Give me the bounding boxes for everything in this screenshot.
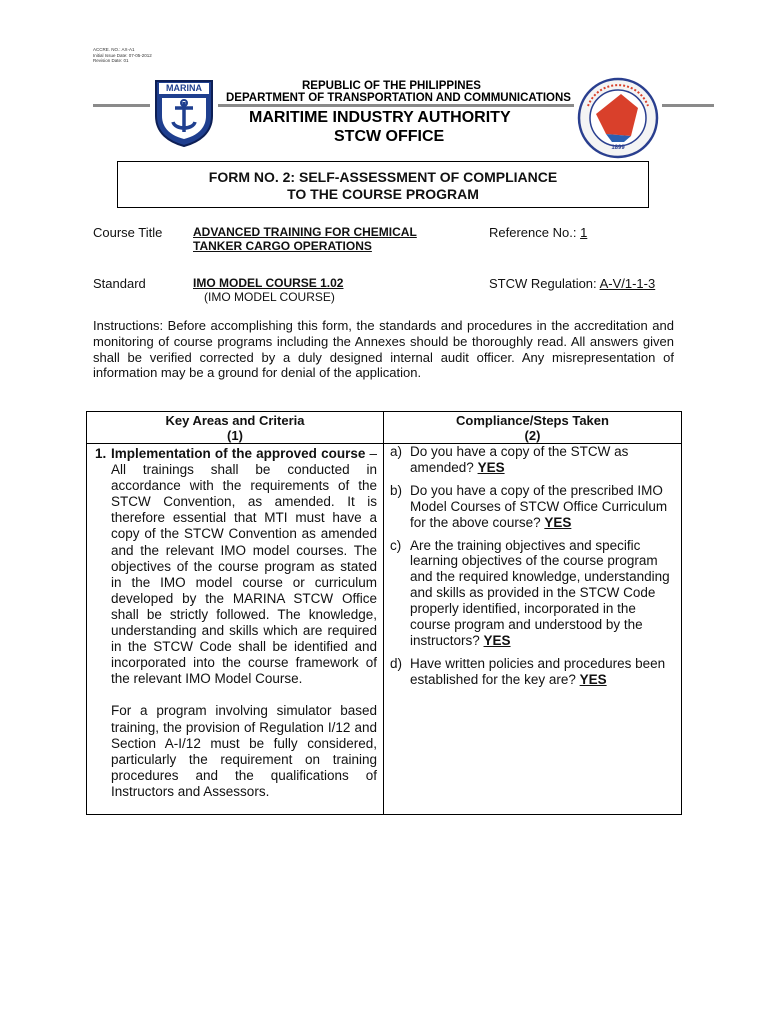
key-area-item [95,446,377,687]
form-title-box [117,161,649,208]
question-text: Do you have a copy of the prescribed IMO Model Courses of STCW Office Curriculum for the above course? [410,482,668,530]
marina-logo-text: MARINA [166,83,202,93]
dotc-seal [576,76,660,160]
reference-field [489,225,587,240]
col1-header [87,412,384,444]
authority-heading: MARITIME INDUSTRY AUTHORITY [249,109,511,126]
table-row [87,444,682,815]
question-label: b) [390,482,403,498]
reference-value: 1 [580,225,588,240]
question-text: Have written policies and procedures been established for the key are? [410,655,666,687]
standard-value: IMO MODEL COURSE 1.02 [193,276,344,290]
republic-heading: REPUBLIC OF THE PHILIPPINES [302,80,481,92]
dotc-seal-year: 1899 [611,145,625,151]
meta-line: ACCRE. NO.: AX-A1 [93,47,135,52]
question-label: a) [390,444,403,459]
question-label: c) [390,537,402,553]
question-label: d) [390,655,403,671]
item-paragraph-2: For a program involving simulator based training, the provision of Regulation I/12 and Section A-I/12 must be fully considered, particularly the requirement on training procedures and the qualifications of Instructors and Assessors. [111,703,377,799]
meta-line: Initial Issue Date: 07-05-2012 [93,52,152,58]
table-header-row [87,412,682,444]
col2-title: Compliance/Steps Taken [456,413,609,428]
question-item [390,483,673,531]
standard-label: Standard [93,276,146,291]
header-rule-right [662,104,714,107]
question-item [390,538,673,649]
item-body [111,446,377,687]
form-title-line1: FORM NO. 2: SELF-ASSESSMENT OF COMPLIANCE [208,169,558,185]
compliance-table [86,411,682,815]
question-text: Are the training objectives and specific learning objectives of the course program and the required knowledge, understanding and skills as provided in the STCW Code properly identified, incorporated in the course program and understood by the instructors? [410,537,670,648]
form-title-line2: TO THE COURSE PROGRAM [287,186,479,202]
answer-yes: YES [477,459,505,475]
compliance-cell [384,444,682,815]
col1-title: Key Areas and Criteria [165,413,305,428]
question-text: Do you have a copy of the STCW as amended? [410,444,629,475]
col2-number: (2) [524,428,541,443]
item-heading: Implementation of the approved course [111,446,366,461]
stcw-field [489,276,655,291]
key-area-cell [87,444,384,815]
answer-yes: YES [483,632,511,648]
instructions-paragraph: Instructions: Before accomplishing this form, the standards and procedures in the accreditation and monitoring of course programs including the Annexes should be thoroughly read. All answers given shall be verified corrected by a duly designed internal audit officer. Any misrepresentation of information may be a ground for denial of the application. [93,318,674,381]
item-number: 1. [95,446,107,461]
col2-header [384,412,682,444]
col1-number: (1) [227,428,243,443]
course-title-value [193,225,417,253]
meta-line: Revision Date: 01 [93,58,129,63]
header-rule-center [218,104,574,107]
department-heading: DEPARTMENT OF TRANSPORTATION AND COMMUNICATIONS [226,92,571,104]
course-title-line1: ADVANCED TRAINING FOR CHEMICAL [193,225,417,239]
question-item [390,444,673,476]
course-title-label: Course Title [93,225,163,240]
marina-logo [153,78,215,148]
reference-label: Reference No.: [489,225,577,240]
standard-subtitle: (IMO MODEL COURSE) [204,290,335,304]
answer-yes: YES [579,671,607,687]
office-heading: STCW OFFICE [334,128,445,145]
item-text: – All trainings shall be conducted in accordance with the requirements of the STCW Convention, as amended. It is therefore essential that MTI must have a copy of the STCW Convention as amended and the relevant IMO model courses. The objectives of the course program as stated in the IMO model course or curriculum developed by the MARINA STCW Office shall be strictly followed. The knowledge, understanding and skills which are required in the STCW Code shall be identified and incorporated into the course framework of the relevant IMO Model Course. [111,446,377,687]
stcw-label: STCW Regulation: [489,276,597,291]
question-item [390,656,673,688]
answer-yes: YES [544,514,572,530]
document-control-info [93,47,152,64]
course-title-line2: TANKER CARGO OPERATIONS [193,239,372,253]
stcw-value: A-V/1-1-3 [599,276,656,291]
header-rule-left [93,104,150,107]
